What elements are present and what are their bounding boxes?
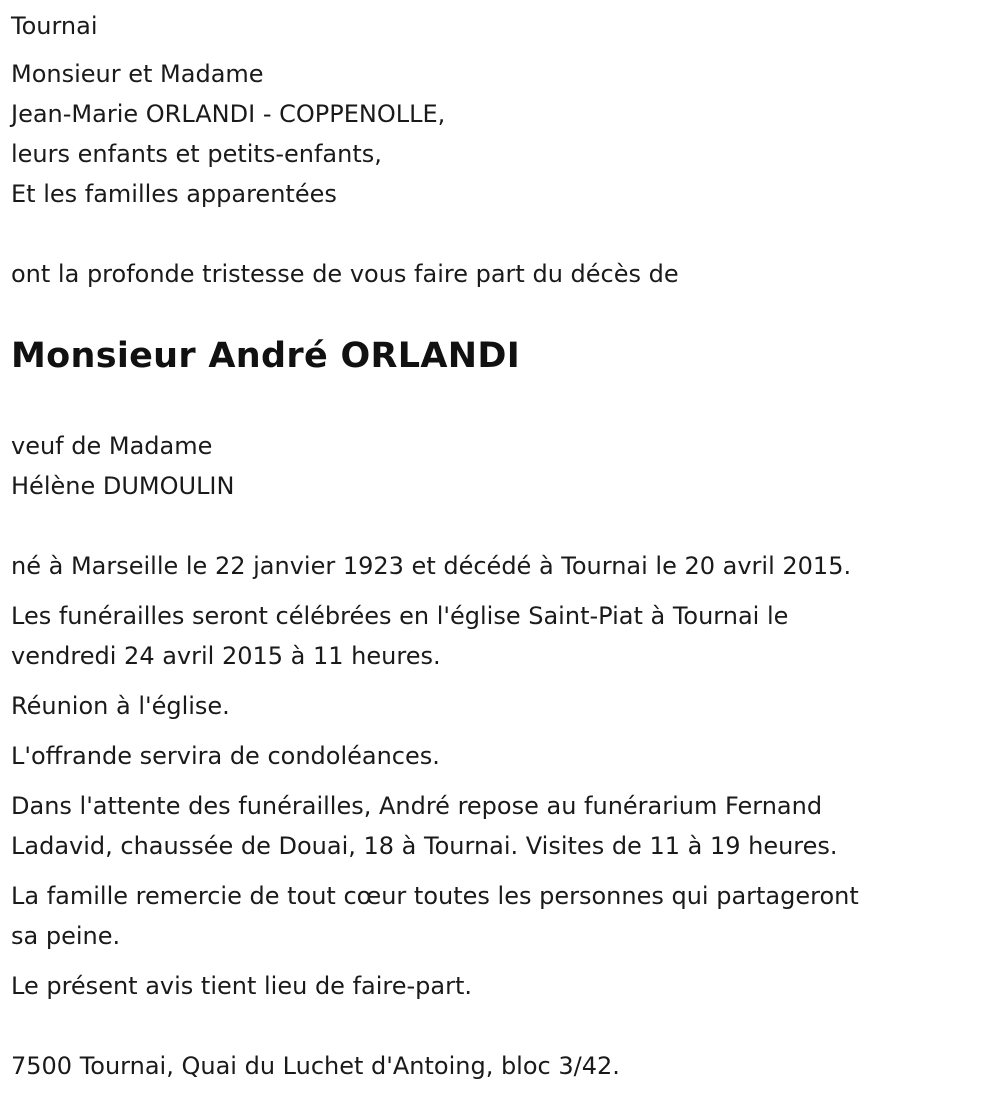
city-heading: Tournai xyxy=(11,12,98,40)
funeral-line: vendredi 24 avril 2015 à 11 heures. xyxy=(11,642,441,670)
faire-part-text: Le présent avis tient lieu de faire-part. xyxy=(11,972,473,1000)
family-line: Jean-Marie ORLANDI - COPPENOLLE, xyxy=(11,100,446,128)
birth-death-text: né à Marseille le 22 janvier 1923 et décédé à Tournai le 20 avril 2015. xyxy=(11,552,852,580)
thanks-line: sa peine. xyxy=(11,922,121,950)
family-line: Et les familles apparentées xyxy=(11,180,337,208)
repose-line: Dans l'attente des funérailles, André repose au funérarium Fernand xyxy=(11,792,823,820)
offering-text: L'offrande servira de condoléances. xyxy=(11,742,440,770)
repose-line: Ladavid, chaussée de Douai, 18 à Tournai. Visites de 11 à 19 heures. xyxy=(11,832,838,860)
funeral-paragraph xyxy=(11,596,986,676)
meeting-text: Réunion à l'église. xyxy=(11,692,230,720)
thanks-paragraph xyxy=(11,876,986,956)
widower-block xyxy=(11,426,986,506)
thanks-line: La famille remercie de tout cœur toutes les personnes qui partageront xyxy=(11,882,859,910)
family-line: Monsieur et Madame xyxy=(11,60,264,88)
deceased-name: Monsieur André ORLANDI xyxy=(11,336,521,376)
family-block xyxy=(11,54,986,214)
address-text: 7500 Tournai, Quai du Luchet d'Antoing, bloc 3/42. xyxy=(11,1052,620,1080)
announcement-text: ont la profonde tristesse de vous faire part du décès de xyxy=(11,260,679,288)
widower-line: veuf de Madame xyxy=(11,432,213,460)
funeral-line: Les funérailles seront célébrées en l'église Saint-Piat à Tournai le xyxy=(11,602,789,630)
repose-paragraph xyxy=(11,786,986,866)
widower-line: Hélène DUMOULIN xyxy=(11,472,235,500)
family-line: leurs enfants et petits-enfants, xyxy=(11,140,382,168)
